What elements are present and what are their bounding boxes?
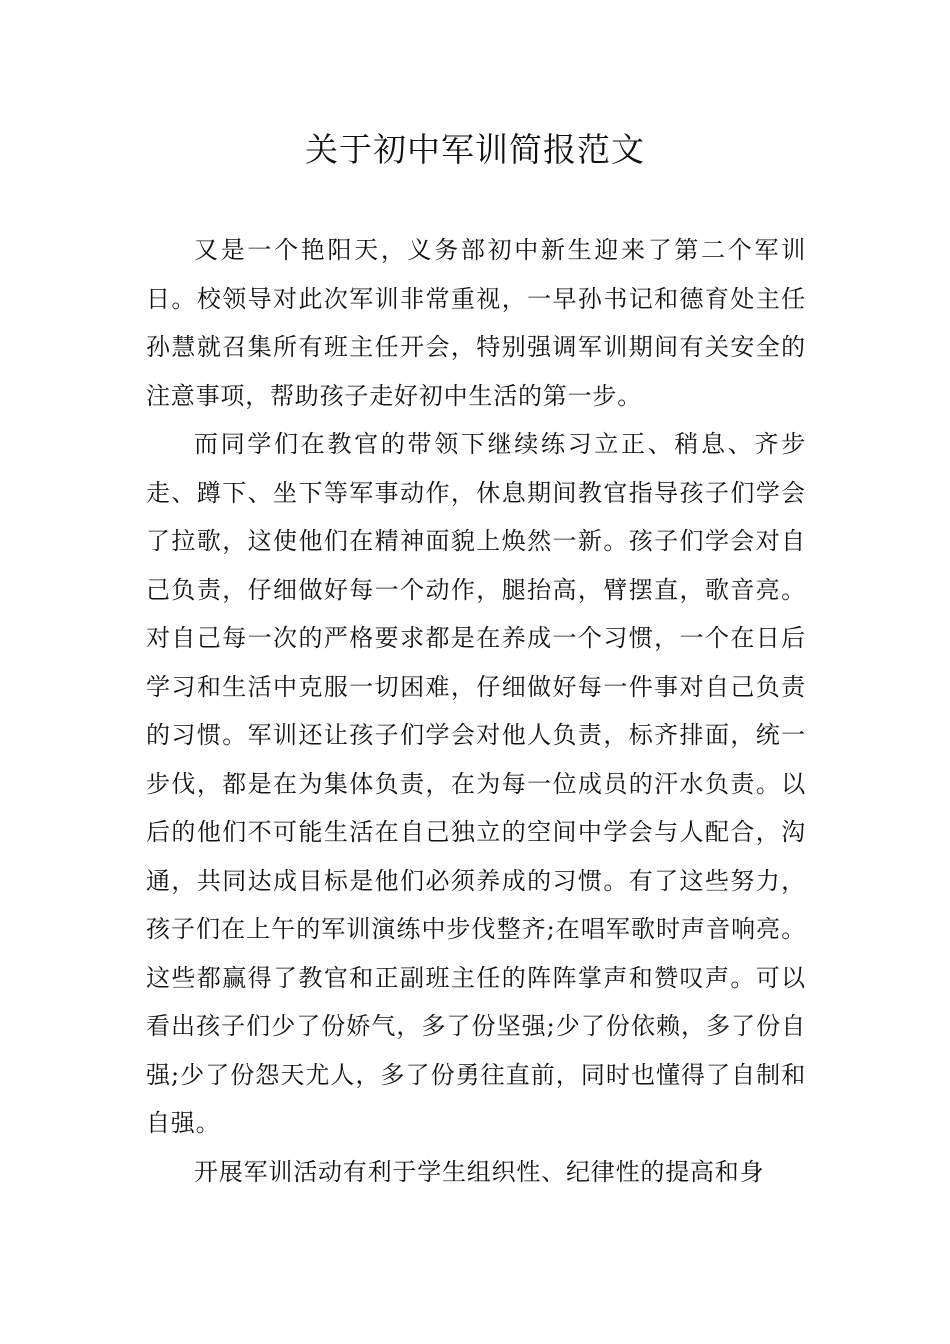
document-body xyxy=(146,226,806,1196)
document-title: 关于初中军训简报范文 xyxy=(305,130,645,169)
paragraph-3: 开展军训活动有利于学生组织性、纪律性的提高和身 xyxy=(194,1157,765,1186)
paragraph-2: 而同学们在教官的带领下继续练习立正、稍息、齐步走、蹲下、坐下等军事动作，休息期间教官指导孩子们学会了拉歌，这使他们在精神面貌上焕然一新。孩子们学会对自己负责，仔细做好每一个动作，腿抬高，臂摆直，歌音亮。对自己每一次的严格要求都是在养成一个习惯，一个在日后学习和生活中克服一切困难，仔细做好每一件事对自己负责的习惯。军训还让孩子们学会对他人负责，标齐排面，统一步伐，都是在为集体负责，在为每一位成员的汗水负责。以后的他们不可能生活在自己独立的空间中学会与人配合，沟通，共同达成目标是他们必须养成的习惯。有了这些努力，孩子们在上午的军训演练中步伐整齐;在唱军歌时声音响亮。这些都赢得了教官和正副班主任的阵阵掌声和赞叹声。可以看出孩子们少了份娇气，多了份坚强;少了份依赖，多了份自强;少了份怨天尤人，多了份勇往直前，同时也懂得了自制和自强。 xyxy=(146,430,806,1137)
paragraph-1: 又是一个艳阳天，义务部初中新生迎来了第二个军训日。校领导对此次军训非常重视，一早孙书记和德育处主任孙慧就召集所有班主任开会，特别强调军训期间有关安全的注意事项，帮助孩子走好初中生活的第一步。 xyxy=(146,236,806,410)
